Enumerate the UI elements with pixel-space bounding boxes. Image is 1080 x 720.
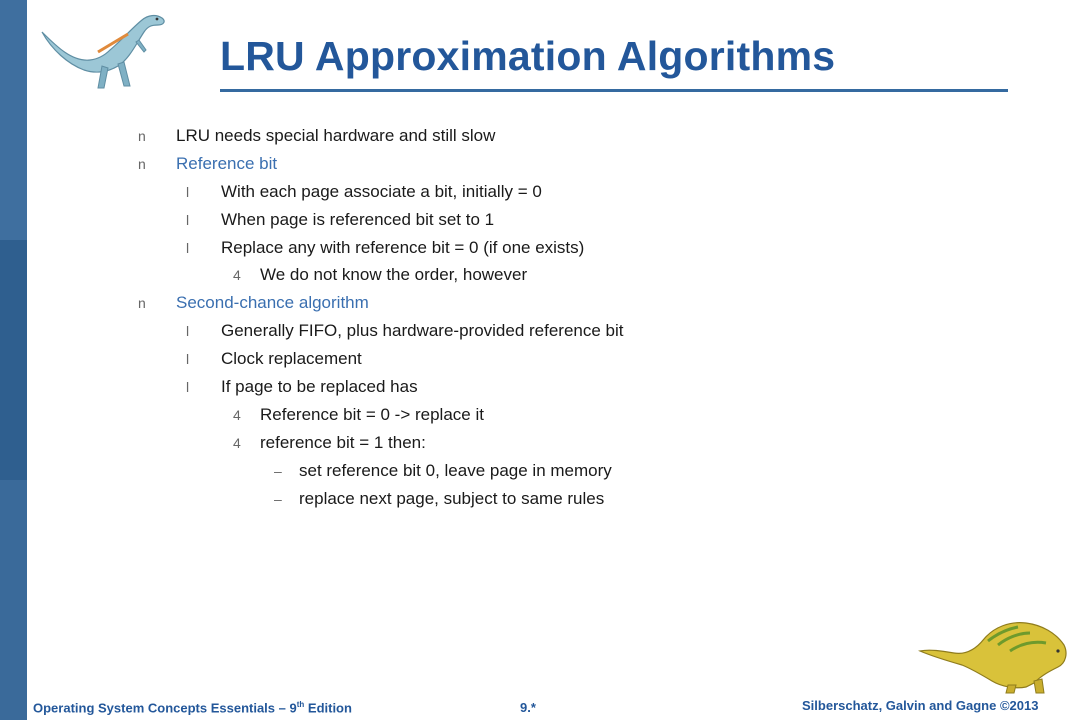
bullet-marker: l [186,240,190,256]
bullet-marker: 4 [233,407,241,423]
sidebar-band-middle [0,240,27,480]
list-item: replace next page, subject to same rules [299,489,605,508]
list-item: Reference bit = 0 -> replace it [260,405,484,424]
list-item: We do not know the order, however [260,265,528,284]
bullet-marker: l [186,184,190,200]
list-item: If page to be replaced has [221,377,418,396]
sidebar-band-bottom [0,480,27,720]
sidebar-band-top [0,0,27,240]
list-item: reference bit = 1 then: [260,433,426,452]
bullet-marker: l [186,212,190,228]
list-item: LRU needs special hardware and still slow [176,126,496,145]
bullet-marker: n [138,156,146,172]
bullet-marker: 4 [233,435,241,451]
bullet-marker: l [186,379,190,395]
bullet-marker: – [274,491,282,507]
list-item: When page is referenced bit set to 1 [221,210,495,229]
bullet-marker: n [138,295,146,311]
list-item-heading: Second-chance algorithm [176,293,369,312]
list-item: With each page associate a bit, initially = 0 [221,182,542,201]
list-item: set reference bit 0, leave page in memory [299,461,612,480]
left-sidebar [0,0,27,720]
bullet-marker: l [186,351,190,367]
list-item: Replace any with reference bit = 0 (if one exists) [221,238,585,257]
footer-book-sup: th [296,700,305,709]
footer-book-prefix: Operating System Concepts Essentials – 9 [33,700,297,716]
bullet-marker: l [186,323,190,339]
footer-page-number: 9.* [520,700,536,715]
dinosaur-corner-icon [918,615,1068,695]
list-item: Clock replacement [221,349,362,368]
list-item: Generally FIFO, plus hardware-provided reference bit [221,321,624,340]
list-item-heading: Reference bit [176,154,278,173]
bullet-marker: 4 [233,267,241,283]
bullet-marker: n [138,128,146,144]
slide-title: LRU Approximation Algorithms [220,33,836,79]
footer-copyright: Silberschatz, Galvin and Gagne ©2013 [802,698,1039,713]
title-underline [220,89,1008,92]
dinosaur-logo-icon [38,6,168,92]
footer-book-suffix: Edition [304,700,352,716]
footer-book-title [33,700,352,715]
bullet-marker: – [274,463,282,479]
